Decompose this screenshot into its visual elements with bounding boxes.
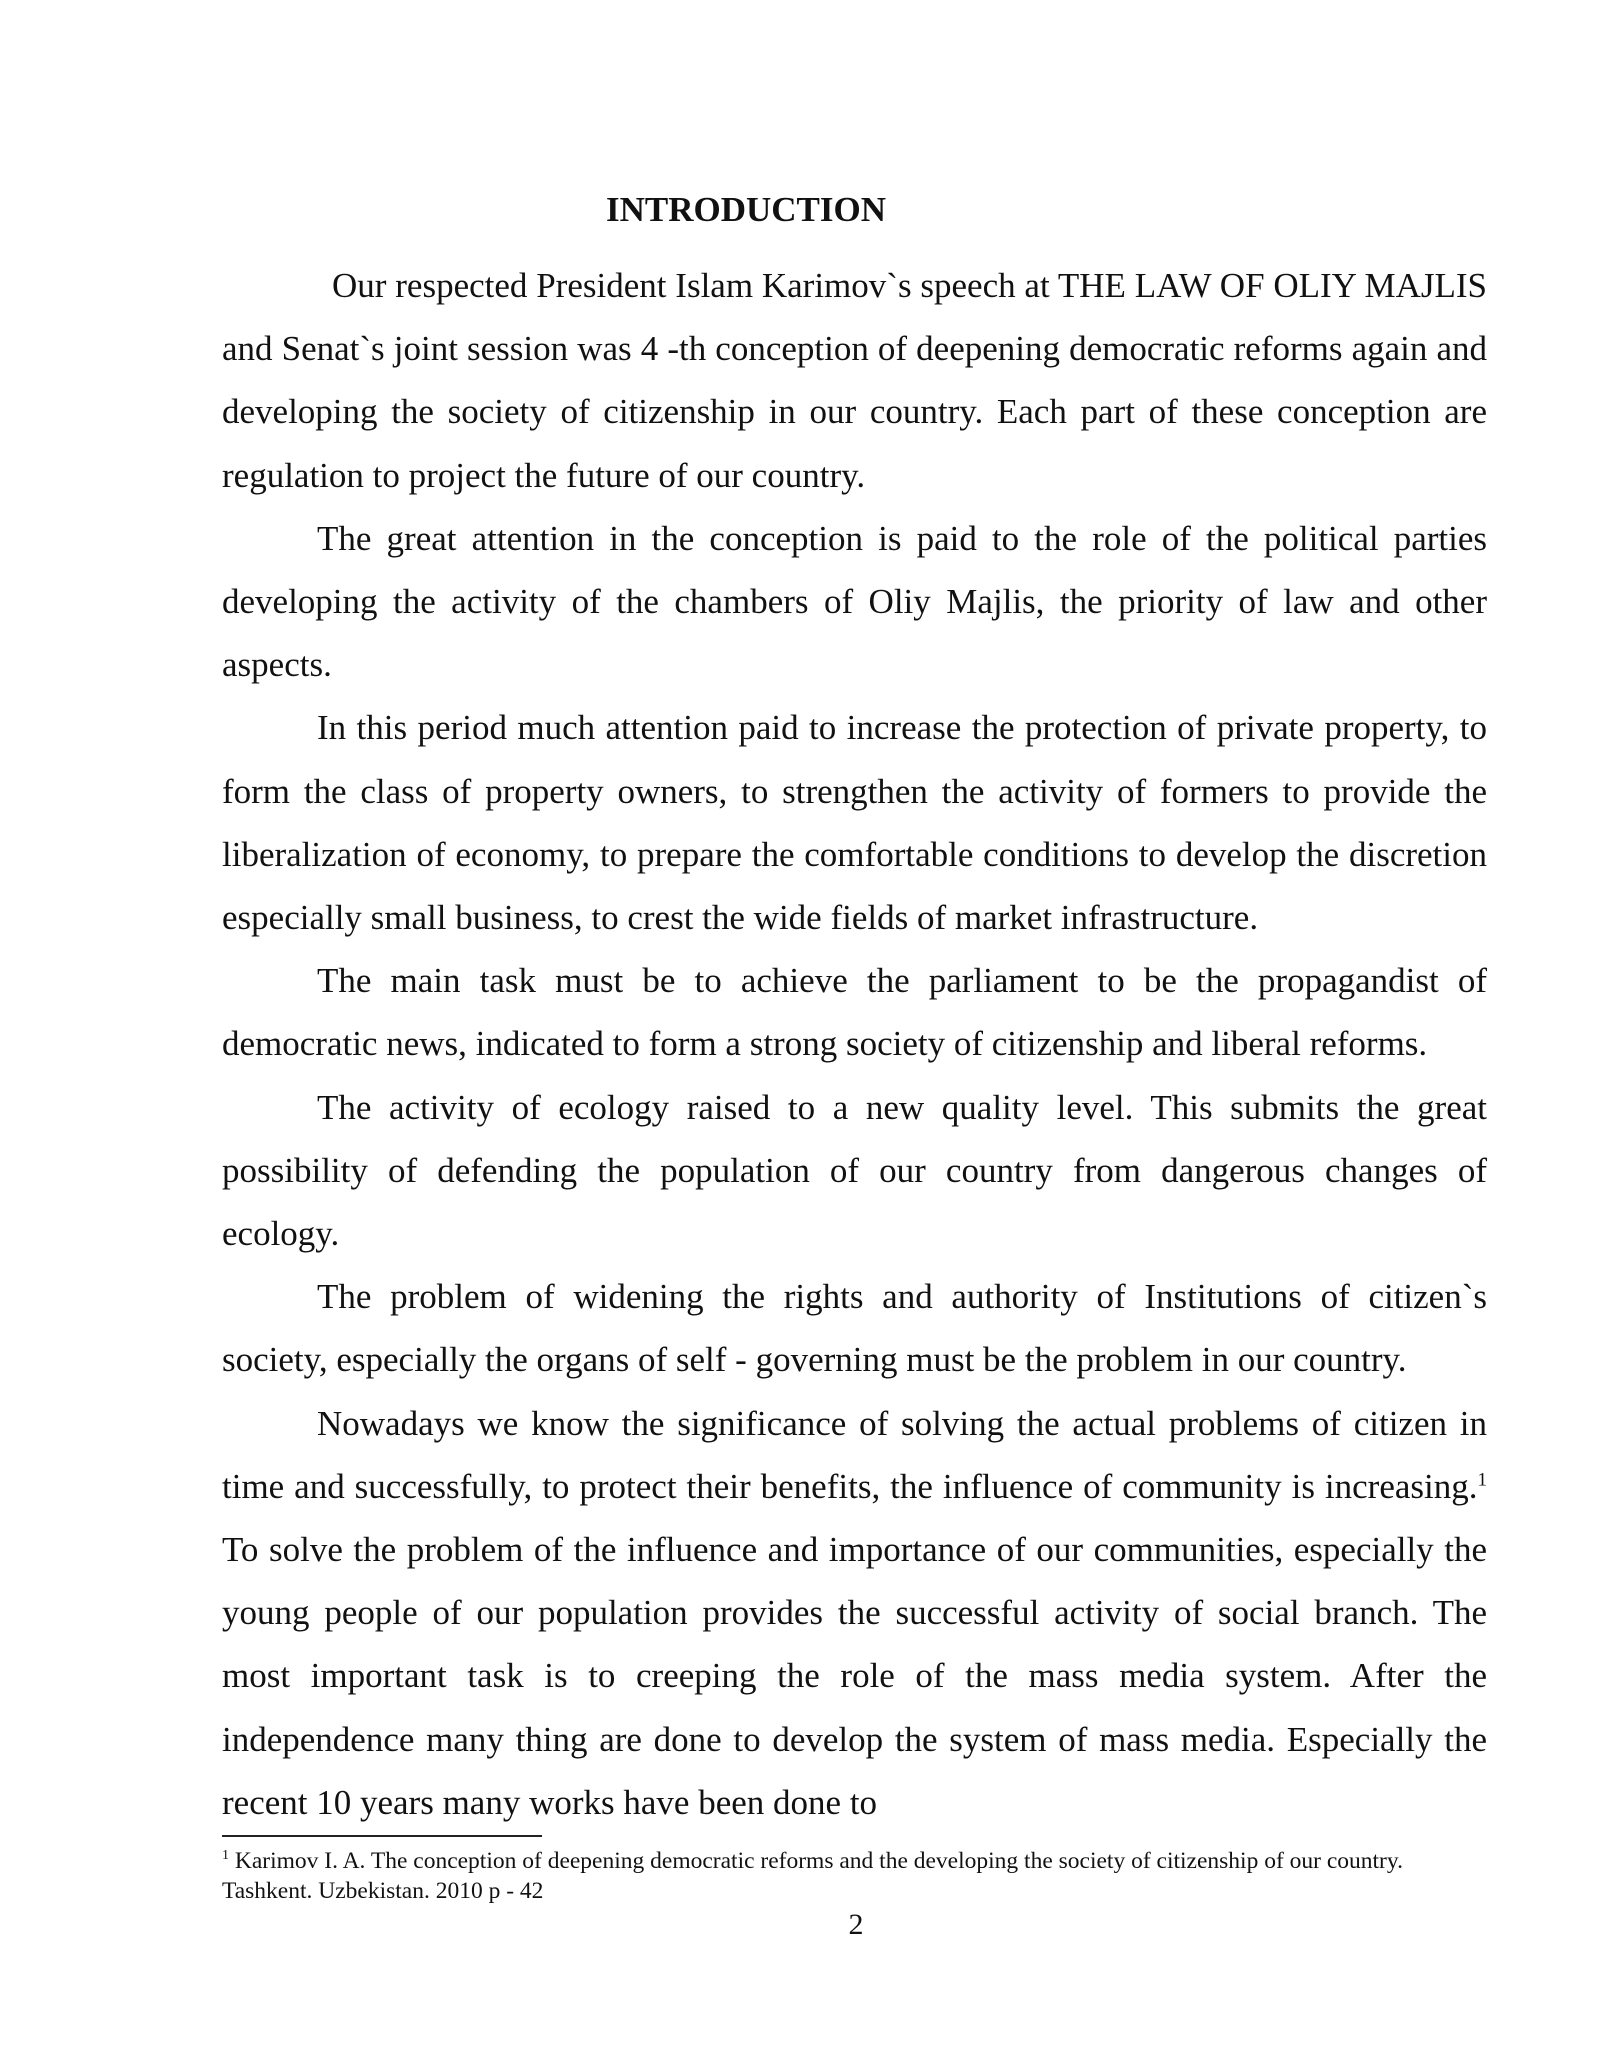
footnote-text: Karimov I. A. The conception of deepening democratic reforms and the developing the society of citizenship of our country. Tashkent. Uzbekistan. 2010 p - 42 (222, 1848, 1403, 1904)
footnote-reference[interactable]: 1 (1477, 1469, 1487, 1491)
body-text (222, 254, 1487, 1834)
paragraph-4: The main task must be to achieve the parliament to be the propagandist of democratic news, indicated to form a strong society of citizenship and liberal reforms. (222, 961, 1487, 1064)
paragraph-3: In this period much attention paid to increase the protection of private property, to form the class of property owners, to strengthen the activity of formers to provide the liberalization of economy, to prepare the comfortable conditions to develop the discretion especially small business, to crest the wide fields of market infrastructure. (222, 708, 1487, 938)
page-title: INTRODUCTION (605, 190, 887, 229)
paragraph-5: The activity of ecology raised to a new quality level. This submits the great possibility of defending the population of our country from dangerous changes of ecology. (222, 1087, 1487, 1254)
footnote (222, 1846, 1487, 1906)
footnote-separator (222, 1835, 542, 1837)
page-number: 2 (848, 1908, 864, 1941)
footnote-number: 1 (222, 1848, 229, 1864)
paragraph-7-text-before-note: Nowadays we know the significance of solving the actual problems of citizen in time and successfully, to protect their benefits, the influence of community is increasing. (222, 1403, 1487, 1506)
paragraph-6: The problem of widening the rights and authority of Institutions of citizen`s society, especially the organs of self - governing must be the problem in our country. (222, 1277, 1487, 1380)
paragraph-7 (222, 1392, 1487, 1834)
paragraph-7-text-after-note: To solve the problem of the influence and importance of our communities, especially the young people of our population provides the successful activity of social branch. The most important task is to creeping the role of the mass media system. After the independence many thing are done to develop the system of mass media. Especially the recent 10 years many works have been done to (222, 1530, 1487, 1822)
paragraph-2: The great attention in the conception is paid to the role of the political parties developing the activity of the chambers of Oliy Majlis, the priority of law and other aspects. (222, 518, 1487, 685)
paragraph-1: Our respected President Islam Karimov`s speech at THE LAW OF OLIY MAJLIS and Senat`s joint session was 4 -th conception of deepening democratic reforms again and developing the society of citizenship in our country. Each part of these conception are regulation to project the future of our country. (222, 266, 1487, 495)
